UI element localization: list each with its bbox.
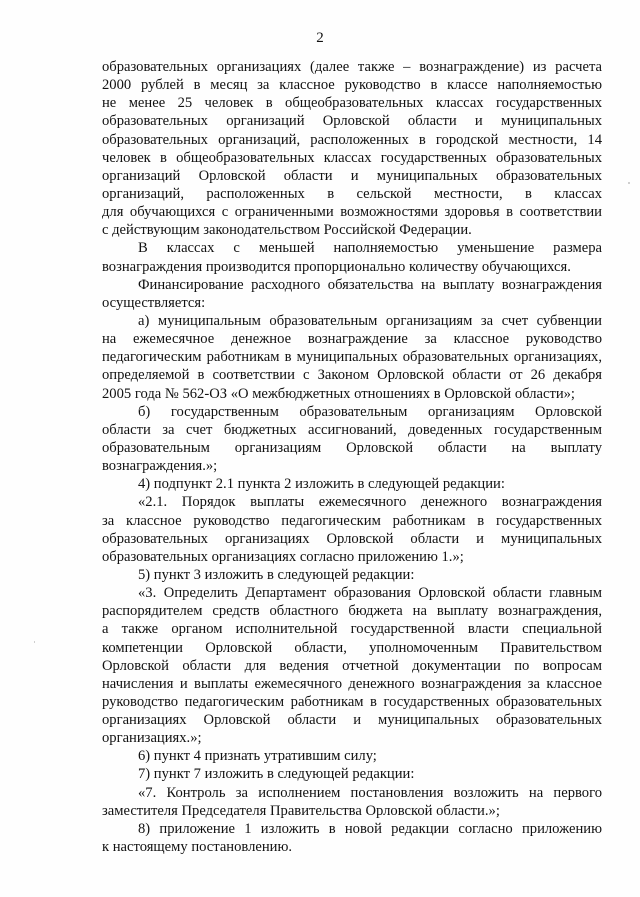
text-line: 2000 рублей в месяц за классное руководство в классе наполняемостью bbox=[102, 77, 602, 94]
text-line: заместителя Председателя Правительства Орловской области.»; bbox=[102, 802, 500, 819]
text-line: «3. Определить Департамент образования Орловской области главным bbox=[138, 585, 602, 602]
text-line: 7) пункт 7 изложить в следующей редакции: bbox=[138, 766, 415, 783]
text-line: вознаграждения производится пропорционально количеству обучающихся. bbox=[102, 258, 571, 275]
text-line: осуществляется: bbox=[102, 294, 206, 311]
text-line: 8) приложение 1 изложить в новой редакции согласно приложению bbox=[138, 820, 602, 837]
page-number: 2 bbox=[316, 30, 324, 46]
text-line: организациях Орловской области и муниципальных образовательных bbox=[102, 712, 602, 729]
text-line: а также органом исполнительной государственной власти специальной bbox=[102, 621, 602, 638]
text-line: организациях.»; bbox=[102, 730, 202, 747]
text-line: области за счет бюджетных ассигнований, доведенных государственным bbox=[102, 421, 602, 438]
text-line: Финансирование расходного обязательства на выплату вознаграждения bbox=[138, 276, 602, 293]
text-line: образовательным организациям Орловской области на выплату bbox=[102, 439, 602, 456]
text-line: распорядителем средств областного бюджета на выплату вознаграждения, bbox=[102, 603, 602, 620]
document-body bbox=[102, 58, 602, 856]
text-line: с действующим законодательством Российской Федерации. bbox=[102, 222, 472, 239]
text-line: за классное руководство педагогическим работникам в государственных bbox=[102, 512, 602, 529]
text-line: образовательных организациях Орловской области и муниципальных bbox=[102, 530, 602, 547]
text-line: образовательных организациях согласно приложению 1.»; bbox=[102, 548, 464, 565]
text-line: 6) пункт 4 признать утратившим силу; bbox=[138, 748, 377, 765]
text-line: вознаграждения.»; bbox=[102, 458, 218, 475]
text-line: 5) пункт 3 изложить в следующей редакции: bbox=[138, 566, 415, 583]
text-line: 4) подпункт 2.1 пункта 2 изложить в следующей редакции: bbox=[138, 476, 505, 493]
scan-speck bbox=[628, 182, 630, 184]
text-line: на ежемесячное денежное вознаграждение за классное руководство bbox=[102, 331, 602, 348]
text-line: не менее 25 человек в общеобразовательных классах государственных bbox=[102, 95, 602, 112]
text-line: образовательных организаций Орловской области и муниципальных bbox=[102, 113, 602, 130]
text-line: Орловской области для ведения отчетной документации по вопросам bbox=[102, 657, 602, 674]
text-line: к настоящему постановлению. bbox=[102, 839, 293, 856]
text-line: 2005 года № 562-ОЗ «О межбюджетных отношениях в Орловской области»; bbox=[102, 385, 575, 402]
text-line: руководство педагогическим работникам в государственных образовательных bbox=[102, 693, 602, 710]
text-line: б) государственным образовательным организациям Орловской bbox=[138, 403, 602, 420]
text-line: а) муниципальным образовательным организациям за счет субвенции bbox=[138, 312, 602, 329]
text-line: компетенции Орловской области, уполномоченным Правительством bbox=[102, 639, 602, 656]
text-line: организаций Орловской области и муниципальных образовательных bbox=[102, 167, 602, 184]
text-line: образовательных организациях (далее также – вознаграждение) из расчета bbox=[102, 59, 602, 75]
text-line: человек в общеобразовательных классах государственных образовательных bbox=[102, 149, 602, 166]
text-line: образовательных организаций, расположенных в городской местности, 14 bbox=[102, 131, 602, 148]
text-line: определяемой в соответствии с Законом Орловской области от 26 декабря bbox=[102, 367, 602, 384]
text-line: начисления и выплаты ежемесячного денежного вознаграждения за классное bbox=[102, 675, 602, 692]
scan-speck bbox=[34, 641, 35, 643]
text-line: «2.1. Порядок выплаты ежемесячного денежного вознаграждения bbox=[138, 494, 602, 511]
text-line: «7. Контроль за исполнением постановления возложить на первого bbox=[138, 784, 602, 801]
text-line: организаций, расположенных в сельской местности, в классах bbox=[102, 185, 602, 202]
text-line: В классах с меньшей наполняемостью уменьшение размера bbox=[138, 240, 602, 257]
text-line: педагогическим работникам в муниципальных образовательных организациях, bbox=[102, 349, 602, 366]
text-line: для обучающихся с ограниченными возможностями здоровья в соответствии bbox=[102, 204, 602, 221]
